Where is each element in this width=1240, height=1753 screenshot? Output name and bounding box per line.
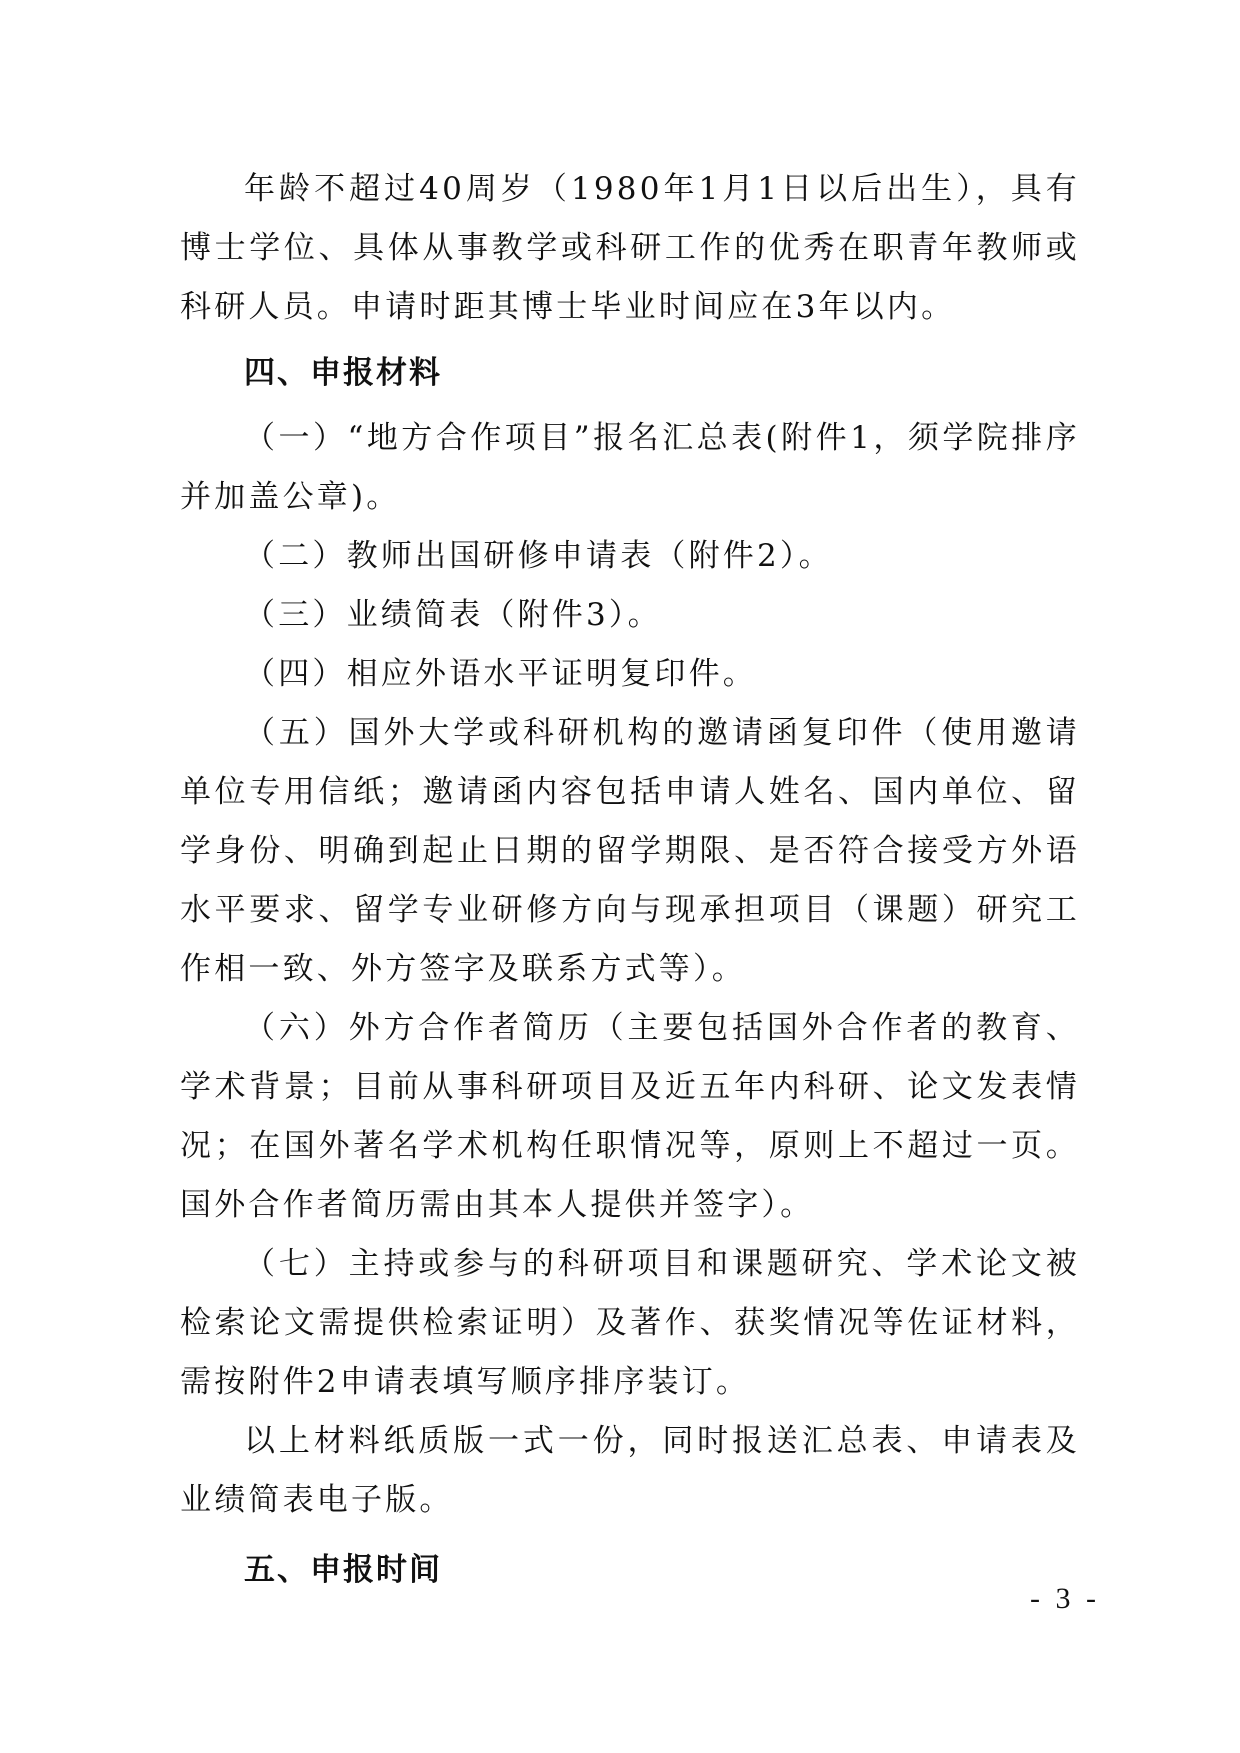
paragraph-item-1: （一）“地方合作项目”报名汇总表(附件1，须学院排序并加盖公章)。 — [180, 420, 1080, 515]
paragraph-item-5: （五）国外大学或科研机构的邀请函复印件（使用邀请单位专用信纸；邀请函内容包括申请人姓名、国内单位、留学身份、明确到起止日期的留学期限、是否符合接受方外语水平要求、留学专业研修方向与现承担项目（课题）研究工作相一致、外方签字及联系方式等）。 — [180, 715, 1080, 987]
paragraph-item-2: （二）教师出国研修申请表（附件2）。 — [244, 538, 833, 574]
section-heading-application-materials: 四、申报材料 — [244, 355, 442, 391]
paragraph-item-6: （六）外方合作者简历（主要包括国外合作者的教育、学术背景；目前从事科研项目及近五年内科研、论文发表情况；在国外著名学术机构任职情况等，原则上不超过一页。国外合作者简历需由其本人提供并签字）。 — [180, 1010, 1080, 1223]
document-body — [180, 160, 1080, 1602]
paragraph-summary: 以上材料纸质版一式一份，同时报送汇总表、申请表及业绩简表电子版。 — [180, 1423, 1080, 1518]
paragraph-item-4: （四）相应外语水平证明复印件。 — [244, 656, 757, 692]
paragraph-eligibility: 年龄不超过40周岁（1980年1月1日以后出生），具有博士学位、具体从事教学或科研工作的优秀在职青年教师或科研人员。申请时距其博士毕业时间应在3年以内。 — [180, 171, 1080, 325]
section-heading-application-time: 五、申报时间 — [244, 1552, 442, 1588]
paragraph-item-7: （七）主持或参与的科研项目和课题研究、学术论文被检索论文需提供检索证明）及著作、获奖情况等佐证材料，需按附件2申请表填写顺序排序装订。 — [180, 1246, 1080, 1400]
paragraph-item-3: （三）业绩简表（附件3）。 — [244, 597, 662, 633]
page-number: - 3 - — [1030, 1582, 1100, 1615]
